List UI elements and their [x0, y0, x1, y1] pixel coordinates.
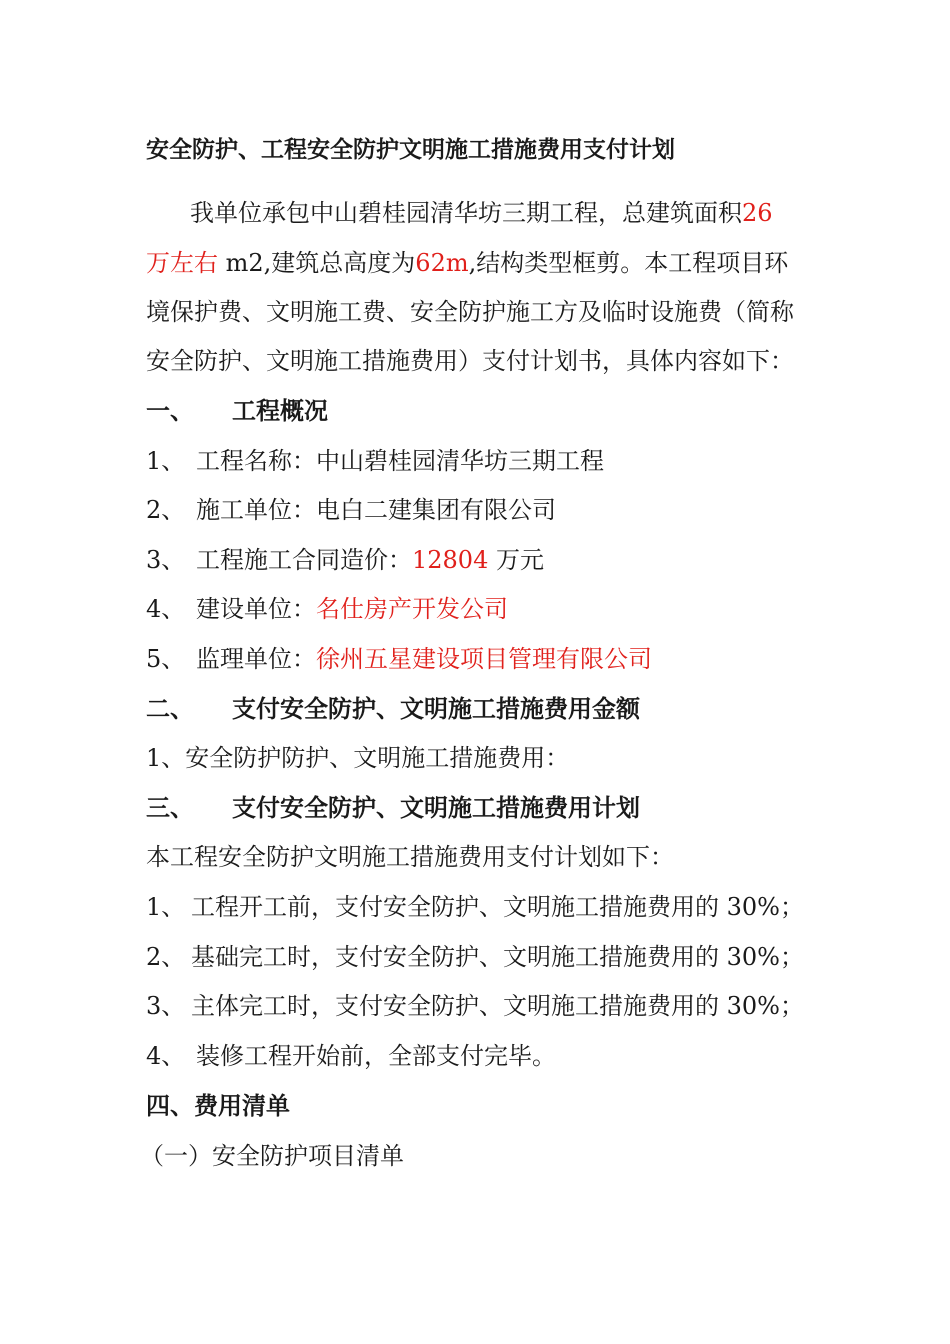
item-number: 4、: [146, 1042, 186, 1070]
section-number: 三、: [146, 794, 194, 822]
item-label: 工程施工合同造价：: [196, 546, 412, 574]
item-text: 装修工程开始前，全部支付完毕。: [196, 1042, 556, 1070]
list-item: [146, 545, 544, 575]
item-value: 中山碧桂园清华坊三期工程: [316, 447, 604, 475]
item-label: 建设单位：: [196, 595, 316, 623]
item-label: 工程名称：: [196, 447, 316, 475]
item-number: 5、: [146, 645, 186, 673]
section-4-subheading: （一）安全防护项目清单: [140, 1142, 404, 1170]
list-item: [146, 594, 508, 624]
intro-line-4: 安全防护、文明施工措施费用）支付计划书，具体内容如下：: [146, 347, 794, 375]
section-2-item: 1、安全防护防护、文明施工措施费用：: [146, 744, 570, 772]
list-item: [146, 892, 804, 922]
section-number: 一、: [146, 397, 194, 425]
intro-text: ,结构类型框剪。本工程项目环: [468, 249, 789, 277]
supervisor-value: 徐州五星建设项目管理有限公司: [316, 645, 652, 673]
item-number: 4、: [146, 595, 186, 623]
intro-text: m2,建筑总高度为: [218, 249, 416, 277]
item-label: 施工单位：: [196, 496, 316, 524]
area-approx: 万左右: [146, 249, 218, 277]
item-value: 电白二建集团有限公司: [316, 496, 556, 524]
item-number: 3、: [146, 546, 186, 574]
intro-line-3: 境保护费、文明施工费、安全防护施工方及临时设施费（简称: [146, 298, 794, 326]
section-title: 支付安全防护、文明施工措施费用金额: [232, 695, 640, 723]
section-title: 工程概况: [232, 397, 328, 425]
item-number: 3、: [146, 992, 186, 1020]
section-3-lead: 本工程安全防护文明施工措施费用支付计划如下：: [146, 843, 674, 871]
section-2-heading: [146, 694, 640, 724]
intro-line-1: [190, 198, 773, 228]
section-4-heading: 四、费用清单: [146, 1092, 290, 1120]
item-number: 1、: [146, 893, 186, 921]
item-text: 工程开工前，支付安全防护、文明施工措施费用的 30%；: [191, 893, 804, 921]
section-1-heading: [146, 396, 328, 426]
intro-text: 我单位承包中山碧桂园清华坊三期工程，总建筑面积: [190, 199, 742, 227]
list-item: [146, 1041, 556, 1071]
developer-value: 名仕房产开发公司: [316, 595, 508, 623]
section-3-heading: [146, 793, 640, 823]
item-number: 2、: [146, 943, 186, 971]
list-item: [146, 644, 652, 674]
height-value: 62m: [415, 249, 469, 277]
item-text: 主体完工时，支付安全防护、文明施工措施费用的 30%；: [191, 992, 804, 1020]
section-title: 支付安全防护、文明施工措施费用计划: [232, 794, 640, 822]
item-text: 基础完工时，支付安全防护、文明施工措施费用的 30%；: [191, 943, 804, 971]
list-item: [146, 495, 556, 525]
intro-line-2: [146, 248, 788, 278]
area-value: 26: [742, 199, 773, 227]
contract-value: 12804: [412, 546, 489, 574]
item-number: 1、: [146, 447, 186, 475]
section-number: 二、: [146, 695, 194, 723]
list-item: [146, 446, 604, 476]
list-item: [146, 991, 804, 1021]
item-label: 监理单位：: [196, 645, 316, 673]
list-item: [146, 942, 804, 972]
document-title: 安全防护、工程安全防护文明施工措施费用支付计划: [146, 137, 675, 163]
item-number: 2、: [146, 496, 186, 524]
item-unit: 万元: [488, 546, 544, 574]
